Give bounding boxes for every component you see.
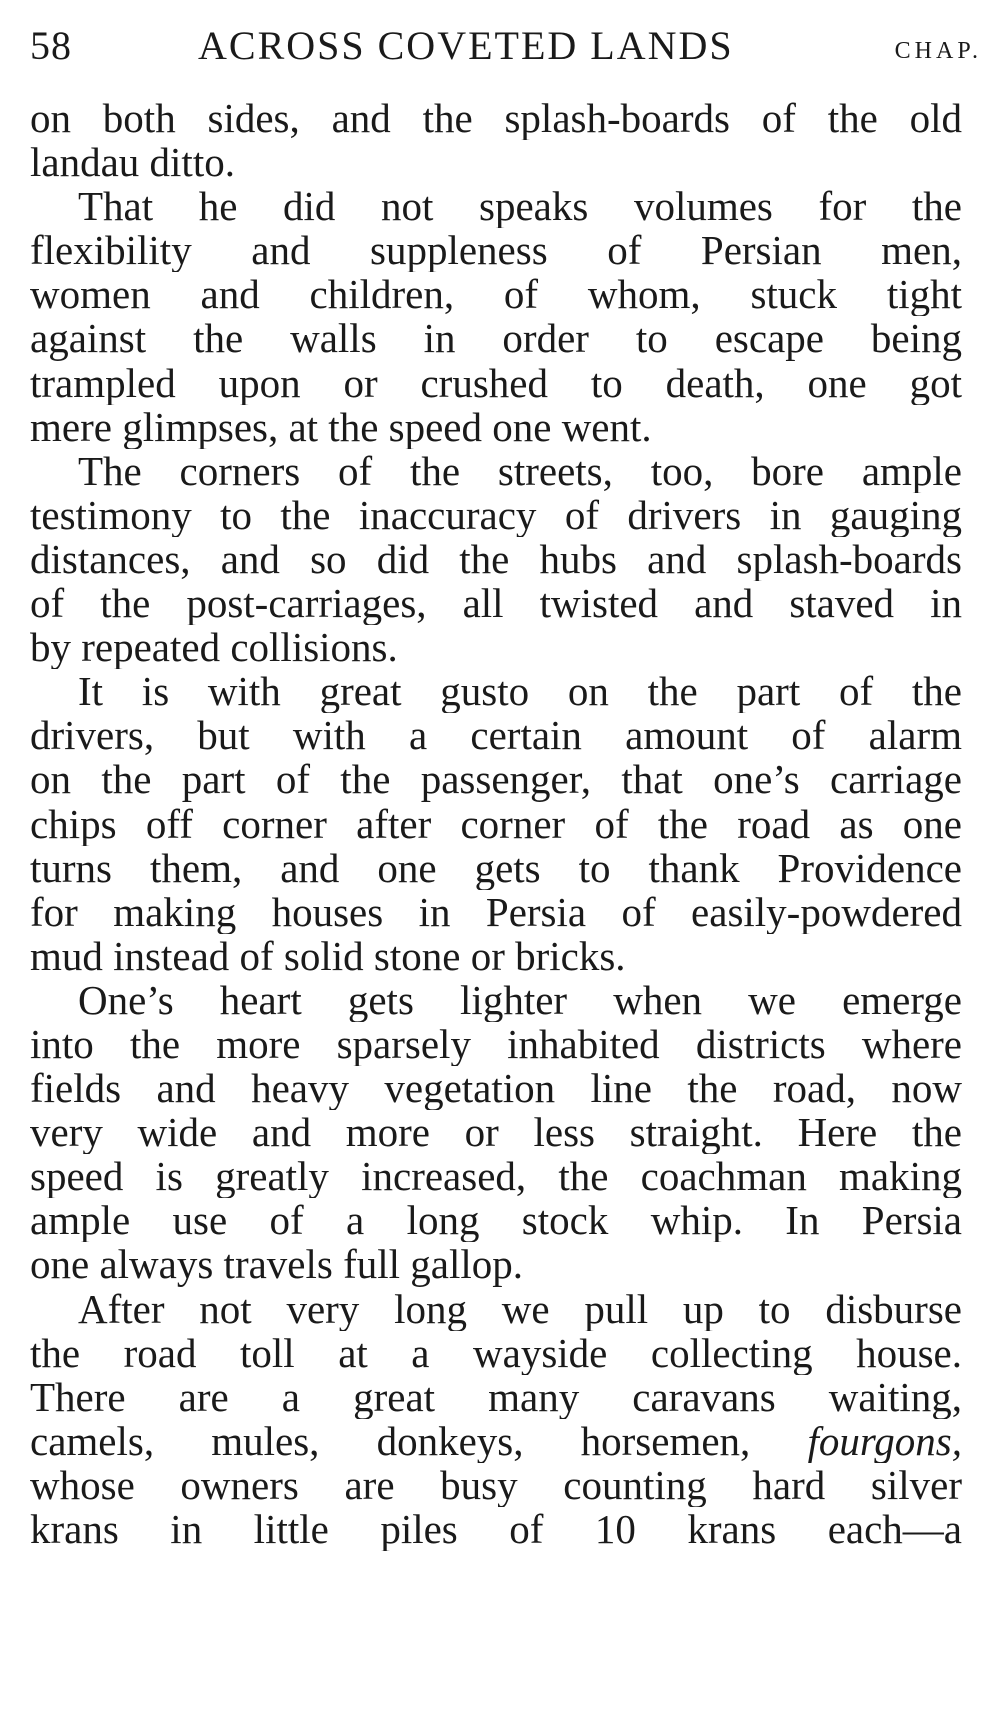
text-line: testimony to the inaccuracy of drivers in gauging bbox=[30, 492, 962, 537]
running-head bbox=[30, 14, 982, 74]
text-line: distances, and so did the hubs and splash-boards bbox=[30, 536, 962, 582]
text-run: camels, mules, donkeys, horsemen, bbox=[30, 1418, 751, 1463]
body-text bbox=[30, 96, 962, 1551]
text-line: of the post-carriages, all twisted and staved in bbox=[30, 581, 962, 626]
text-line: After not very long we pull up to disburse bbox=[78, 1286, 962, 1331]
text-line: fields and heavy vegetation line the road, now bbox=[30, 1066, 962, 1111]
text-line: chips off corner after corner of the road as one bbox=[30, 801, 962, 846]
paragraph bbox=[30, 184, 962, 449]
text-line: by repeated collisions. bbox=[30, 625, 398, 670]
text-line-with-italic bbox=[30, 1419, 962, 1463]
text-line: That he did not speaks volumes for the bbox=[78, 184, 962, 229]
text-line: against the walls in order to escape being bbox=[30, 316, 962, 361]
text-line: on both sides, and the splash-boards of the old bbox=[30, 96, 962, 141]
text-line: mere glimpses, at the speed one went. bbox=[30, 404, 652, 449]
book-title: ACROSS COVETED LANDS bbox=[198, 23, 734, 68]
text-line: landau ditto. bbox=[30, 140, 235, 185]
text-line: for making houses in Persia of easily-powdered bbox=[30, 889, 962, 934]
text-line: The corners of the streets, too, bore ample bbox=[78, 448, 962, 493]
text-line: into the more sparsely inhabited districts where bbox=[30, 1021, 962, 1067]
text-line: One’s heart gets lighter when we emerge bbox=[78, 977, 962, 1022]
chapter-label: CHAP. bbox=[894, 38, 982, 64]
text-line: one always travels full gallop. bbox=[30, 1242, 524, 1287]
page-number: 58 bbox=[30, 23, 72, 68]
text-line: the road toll at a wayside collecting house. bbox=[30, 1330, 962, 1375]
text-line: turns them, and one gets to thank Providence bbox=[30, 845, 962, 890]
text-line: speed is greatly increased, the coachman making bbox=[30, 1154, 962, 1199]
text-line: There are a great many caravans waiting, bbox=[30, 1374, 962, 1419]
text-line: on the part of the passenger, that one’s carriage bbox=[30, 757, 962, 802]
paragraph bbox=[30, 1287, 962, 1552]
paragraph bbox=[30, 96, 962, 184]
paragraph bbox=[30, 669, 962, 978]
italic-word: fourgons, bbox=[807, 1418, 962, 1463]
text-line: very wide and more or less straight. Here the bbox=[30, 1110, 962, 1155]
text-line: krans in little piles of 10 krans each—a bbox=[30, 1507, 962, 1552]
text-line: trampled upon or crushed to death, one got bbox=[30, 360, 962, 405]
paragraph bbox=[30, 449, 962, 669]
text-line: whose owners are busy counting hard silver bbox=[30, 1462, 962, 1507]
text-line: It is with great gusto on the part of the bbox=[78, 669, 962, 714]
paragraph bbox=[30, 978, 962, 1287]
text-line: flexibility and suppleness of Persian men, bbox=[30, 228, 962, 273]
text-line: ample use of a long stock whip. In Persia bbox=[30, 1198, 962, 1243]
text-line: women and children, of whom, stuck tight bbox=[30, 272, 962, 317]
text-line: mud instead of solid stone or bricks. bbox=[30, 933, 626, 978]
text-line: drivers, but with a certain amount of alarm bbox=[30, 713, 962, 758]
